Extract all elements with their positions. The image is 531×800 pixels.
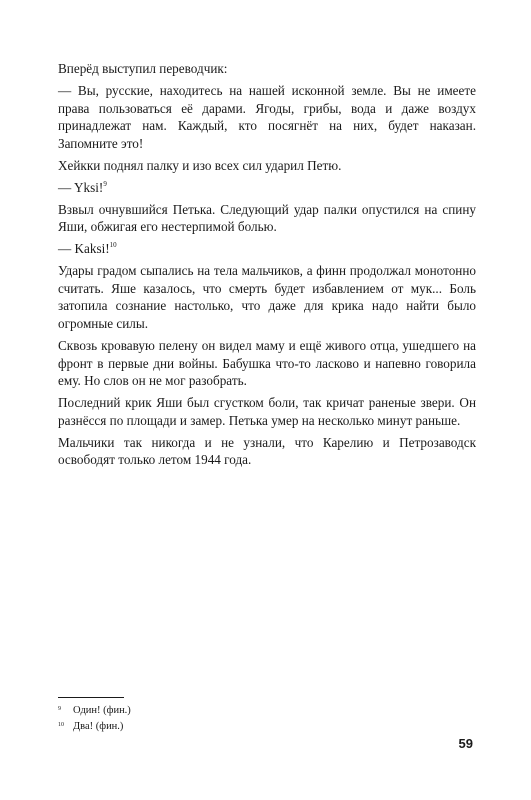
paragraph: — Вы, русские, находитесь на нашей исконной земле. Вы не имеете права пользоваться её дарами. Ягоды, грибы, вода и даже воздух принадлежат нам. Каждый, кто посягнёт на них, будет наказан. Запомните это! (58, 82, 476, 151)
footnote-text: Два! (фин.) (73, 721, 124, 732)
footnote-number: 10 (58, 722, 64, 728)
footnote-ref[interactable]: 9 (103, 179, 107, 188)
page-number: 59 (458, 736, 473, 751)
paragraph: Удары градом сыпались на тела мальчиков, а финн продолжал монотонно считать. Яше казалось, что смерть будет избавлением от мук... Боль затопила сознание настолько, что даже для крика надо найти было огромные силы. (58, 263, 476, 332)
paragraph (58, 240, 476, 258)
paragraph: Взвыл очнувшийся Петька. Следующий удар палки опустился на спину Яши, обжигая его нестерпимой болью. (58, 201, 476, 235)
paragraph: Хейкки поднял палку и изо всех сил ударил Петю. (58, 157, 342, 173)
paragraph: Мальчики так никогда и не узнали, что Карелию и Петрозаводск освободят только летом 1944 года. (58, 434, 476, 468)
footnote-text: Один! (фин.) (73, 705, 131, 716)
paragraph-text: — Kaksi! (58, 241, 110, 257)
footnote (58, 719, 131, 735)
footnotes (58, 703, 131, 735)
footnote (58, 703, 131, 719)
footnote-ref[interactable]: 10 (109, 241, 117, 250)
paragraph: Сквозь кровавую пелену он видел маму и ещё живого отца, ушедшего на фронт в первые дни войны. Бабушка что-то ласково и напевно говорила ему. Но слов он не мог разобрать. (58, 338, 476, 389)
footnote-number: 9 (58, 706, 61, 712)
paragraph-text: — Yksi! (58, 179, 104, 195)
main-text (58, 60, 476, 473)
paragraph: Вперёд выступил переводчик: (58, 61, 228, 76)
paragraph (58, 179, 476, 197)
footnote-divider (58, 697, 124, 698)
paragraph: Последний крик Яши был сгустком боли, так кричат раненые звери. Он разнёсся по площади и замер. Петька умер на несколько минут раньше. (58, 395, 476, 428)
